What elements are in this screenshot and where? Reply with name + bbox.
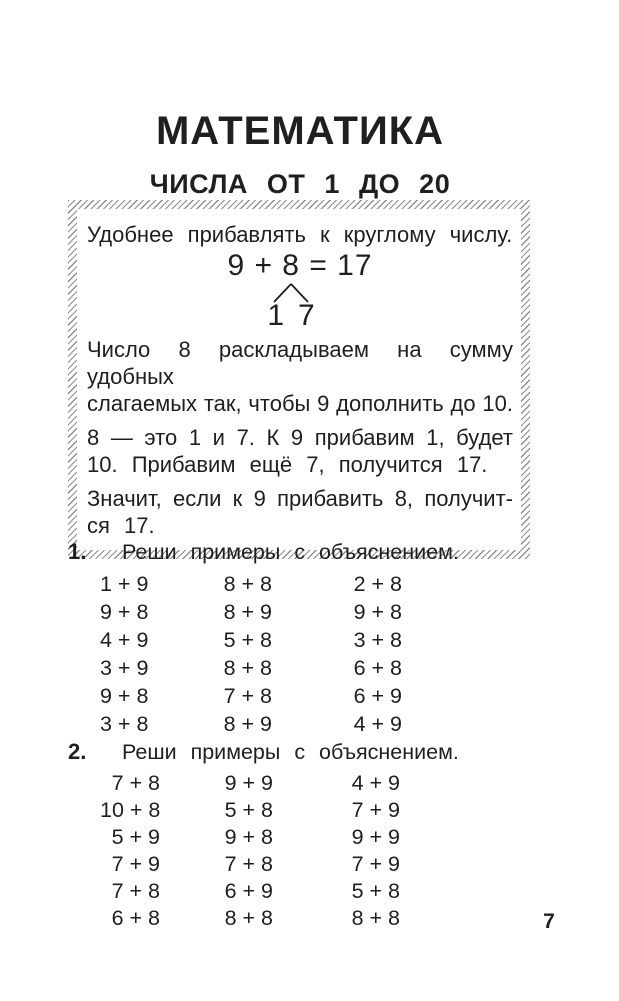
math-problem: 9 + 9 [351, 825, 400, 849]
math-problem: 7 + 9 [351, 798, 400, 822]
math-problem: 9 + 8 [353, 600, 402, 624]
math-problem: 7 + 9 [111, 852, 160, 876]
exercise-1-header [68, 540, 548, 564]
rule-text-line: 10. Прибавим ещё 7, получится 17. [87, 452, 488, 477]
math-problem: 3 + 9 [100, 656, 149, 680]
exercise-title: Реши примеры с объяснением. [122, 540, 459, 564]
math-problem: 8 + 8 [224, 906, 273, 930]
math-problem: 4 + 9 [353, 712, 402, 736]
math-problem: 5 + 8 [224, 798, 273, 822]
math-problem: 3 + 8 [353, 628, 402, 652]
math-problem: 4 + 9 [351, 771, 400, 795]
exercise-1 [68, 540, 548, 738]
decomposition-part-right: 7 [298, 299, 315, 332]
rule-text-line: 8 — это 1 и 7. К 9 прибавим 1, будет [87, 425, 513, 450]
rule-text-line: слагаемых так, чтобы 9 дополнить до 10. [87, 391, 513, 416]
page-number: 7 [543, 910, 555, 933]
math-problem: 4 + 9 [100, 628, 149, 652]
exercise-number: 2. [68, 739, 87, 764]
math-problem: 7 + 8 [111, 771, 160, 795]
rule-text-line: ся 17. [87, 513, 155, 538]
rule-text-line: Значит, если к 9 прибавить 8, получит- [87, 486, 513, 511]
exercise-title: Реши примеры с объяснением. [122, 740, 459, 764]
math-problem: 3 + 8 [100, 712, 149, 736]
rule-text-line: Число 8 раскладываем на сумму удобных [87, 337, 513, 389]
math-problem: 2 + 8 [353, 572, 402, 596]
exercise-number: 1. [68, 539, 87, 564]
math-problem: 5 + 9 [111, 825, 160, 849]
math-problem: 8 + 9 [223, 712, 272, 736]
math-problem: 7 + 8 [224, 852, 273, 876]
math-problem: 9 + 8 [224, 825, 273, 849]
math-problem: 7 + 9 [351, 852, 400, 876]
math-problem: 8 + 8 [351, 906, 400, 930]
math-problem: 8 + 8 [223, 656, 272, 680]
exercise-2-header [68, 740, 548, 764]
worked-example [87, 249, 513, 332]
math-problem: 9 + 8 [100, 600, 149, 624]
math-problem: 7 + 8 [111, 879, 160, 903]
math-problem: 1 + 9 [100, 572, 149, 596]
rule-paragraph [87, 485, 513, 539]
decomposition-part-left: 1 [267, 299, 284, 332]
exercise-1-problem-grid [100, 570, 548, 738]
rule-intro: Удобнее прибавлять к круглому числу. [87, 222, 513, 247]
page-title: МАТЕМАТИКА [155, 108, 445, 153]
math-problem: 6 + 8 [353, 656, 402, 680]
decomposition-parts [267, 299, 315, 332]
math-problem: 6 + 8 [111, 906, 160, 930]
example-equation: 9 + 8 = 17 [227, 249, 373, 282]
exercise-2-problem-grid [100, 770, 548, 932]
math-problem: 9 + 9 [224, 771, 273, 795]
math-problem: 10 + 8 [100, 798, 161, 822]
math-problem: 7 + 8 [223, 684, 272, 708]
rule-box-content [77, 209, 521, 550]
math-problem: 6 + 9 [224, 879, 273, 903]
math-problem: 5 + 8 [223, 628, 272, 652]
math-problem: 8 + 9 [223, 600, 272, 624]
section-subtitle: ЧИСЛА ОТ 1 ДО 20 [149, 169, 451, 200]
math-problem: 6 + 9 [353, 684, 402, 708]
math-problem: 9 + 8 [100, 684, 149, 708]
math-problem: 8 + 8 [223, 572, 272, 596]
rule-paragraph [87, 424, 513, 478]
rule-paragraph [87, 336, 513, 417]
rule-box [68, 200, 530, 559]
exercise-2 [68, 740, 548, 932]
math-problem: 5 + 8 [351, 879, 400, 903]
